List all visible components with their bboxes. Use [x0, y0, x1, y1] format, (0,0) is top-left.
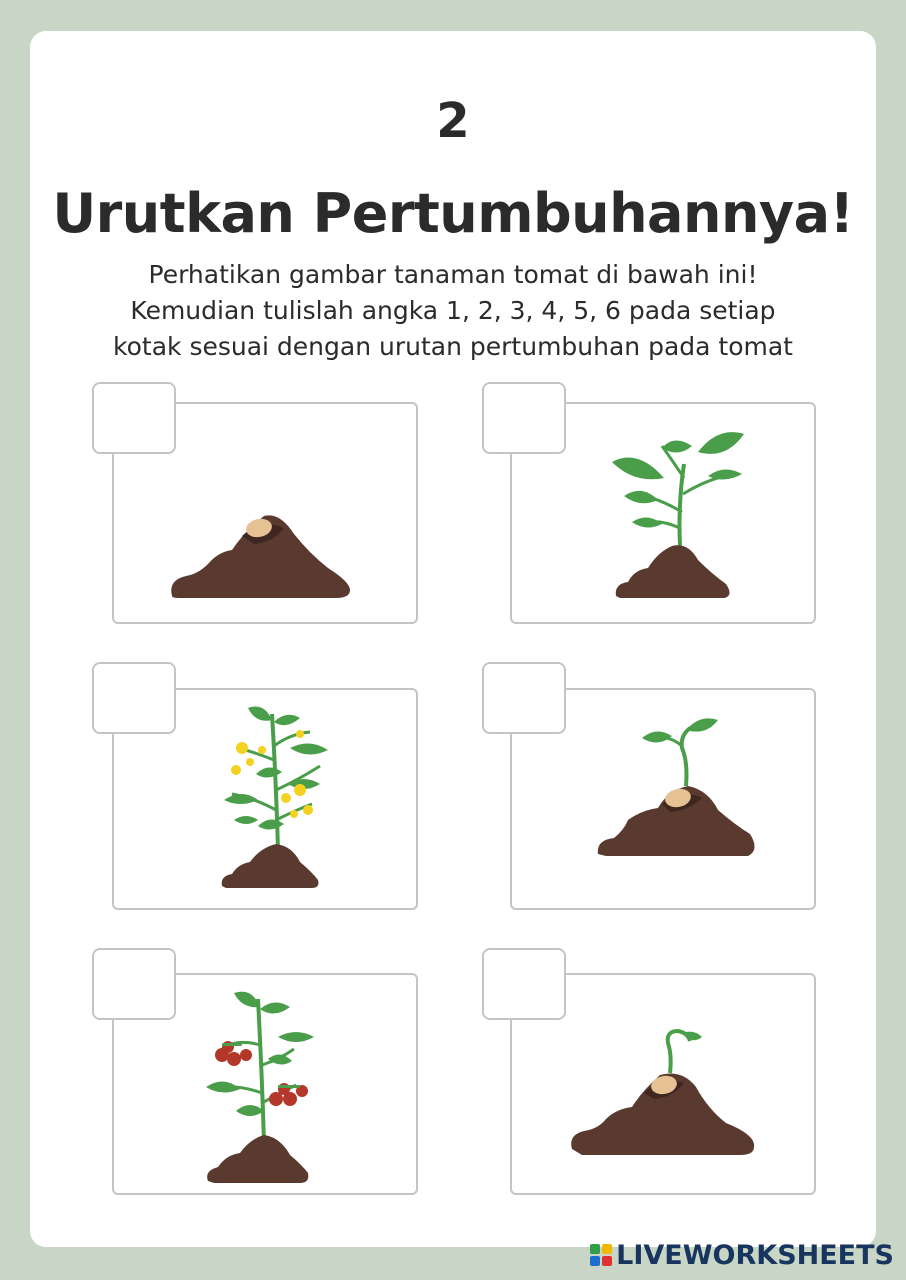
- answer-box-4[interactable]: [482, 662, 566, 734]
- answer-box-3[interactable]: [92, 662, 176, 734]
- liveworksheets-logo[interactable]: [590, 1240, 894, 1270]
- brand-name: LIVEWORKSHEETS: [616, 1239, 894, 1271]
- logo-icon: [590, 1244, 612, 1266]
- answer-box-5[interactable]: [92, 948, 176, 1020]
- answer-box-2[interactable]: [482, 382, 566, 454]
- answer-box-1[interactable]: [92, 382, 176, 454]
- instruction-line: Kemudian tulislah angka 1, 2, 3, 4, 5, 6 pada setiap: [130, 296, 776, 325]
- instruction-line: Perhatikan gambar tanaman tomat di bawah ini!: [148, 260, 758, 289]
- instruction-line: kotak sesuai dengan urutan pertumbuhan pada tomat: [113, 332, 793, 361]
- worksheet-title: Urutkan Pertumbuhannya!: [52, 182, 854, 245]
- page-number: 2: [436, 93, 470, 149]
- answer-box-6[interactable]: [482, 948, 566, 1020]
- instructions: [30, 257, 876, 365]
